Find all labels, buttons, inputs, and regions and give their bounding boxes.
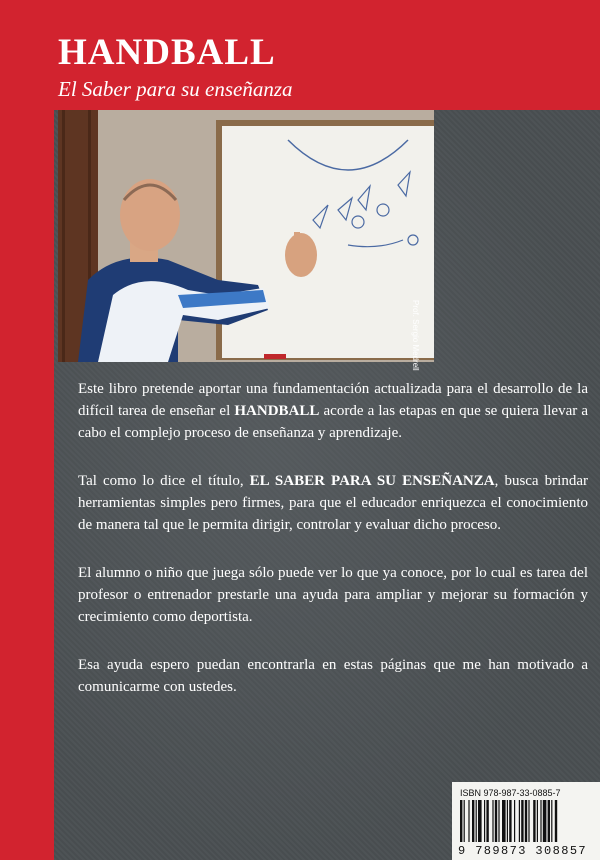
back-cover-text [78,378,588,724]
paragraph-2: Tal como lo dice el título, EL SABER PARA SU ENSEÑANZA, busca brindar herramientas simples pero firmes, para que el educador enriquezca el conocimiento de manera tal que le permita dirigir, controlar y evaluar dicho proceso. [78,473,588,533]
paragraph-3: El alumno o niño que juega sólo puede ver lo que ya conoce, por lo cual es tarea del profesor o entrenador prestarle una ayuda para ampliar y mejorar su formación y crecimiento como deportista. [78,565,588,625]
author-photo [58,110,434,362]
isbn-label: ISBN 978-987-33-0885-7 [460,788,561,798]
ean-digits: 9 789873 308857 [458,844,588,858]
paragraph-4: Esa ayuda espero puedan encontrarla en estas páginas que me han motivado a comunicarme con ustedes. [78,657,588,695]
book-title: HANDBALL [58,32,276,73]
photo-credit: Prof. Sergio Medrell [411,300,420,371]
red-left-strip [0,110,54,860]
barcode-box [452,782,600,860]
book-subtitle: El Saber para su enseñanza [58,77,293,101]
paragraph-1: Este libro pretende aportar una fundamentación actualizada para el desarrollo de la difícil tarea de enseñar el HANDBALL acorde a las etapas en que se quiera llevar a cabo el complejo proceso de enseñanza y aprendizaje. [78,381,588,441]
barcode-bars [460,800,592,842]
